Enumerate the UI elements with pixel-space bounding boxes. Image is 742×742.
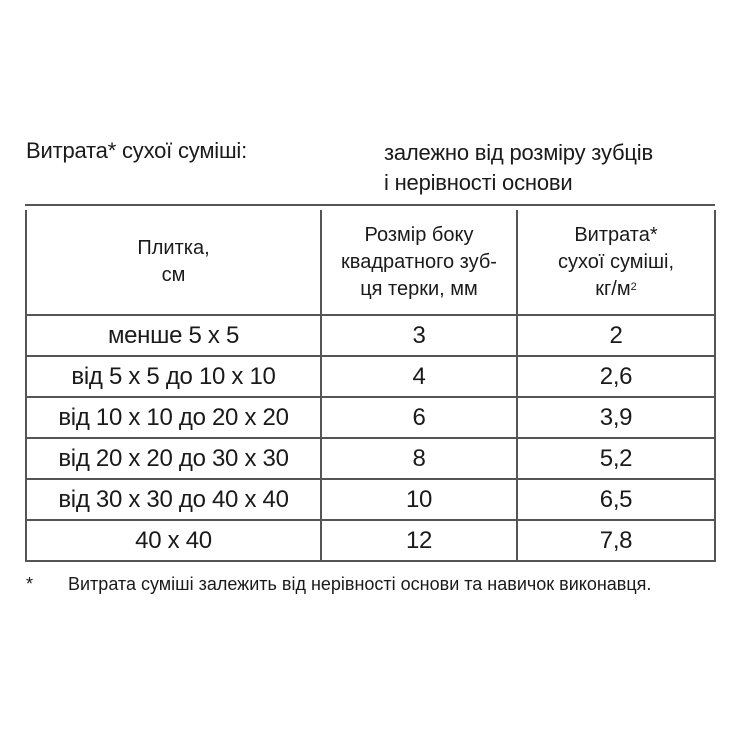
cell-tile: 40 x 40 (26, 520, 321, 561)
cell-tile: від 10 x 10 до 20 x 20 (26, 397, 321, 438)
table-row (26, 397, 715, 438)
cell-tooth: 10 (321, 479, 517, 520)
table-row (26, 520, 715, 561)
cell-consumption: 5,2 (517, 438, 715, 479)
heading-dependency (384, 138, 653, 198)
top-rule-divider (25, 204, 715, 206)
header-consumption: Витрата* сухої суміші, $кг/м^2$ (517, 210, 715, 315)
cell-tooth: 6 (321, 397, 517, 438)
cell-tile: менше 5 x 5 (26, 315, 321, 356)
heading-dependency-line1: залежно від розміру зубців (384, 140, 653, 165)
cell-tile: від 20 x 20 до 30 x 30 (26, 438, 321, 479)
table-row (26, 356, 715, 397)
cell-consumption: 7,8 (517, 520, 715, 561)
footnote (26, 574, 651, 595)
cell-consumption: 2 (517, 315, 715, 356)
table-row (26, 438, 715, 479)
cell-consumption: 3,9 (517, 397, 715, 438)
footnote-text: Витрата суміші залежить від нерівності основи та навичок виконавця. (68, 574, 652, 594)
cell-consumption: 6,5 (517, 479, 715, 520)
cell-tooth: 4 (321, 356, 517, 397)
header-tooth-size: Розмір боку квадратного зуб- ця терки, мм (321, 210, 517, 315)
table-row (26, 315, 715, 356)
cell-tooth: 12 (321, 520, 517, 561)
cell-tile: від 5 x 5 до 10 x 10 (26, 356, 321, 397)
heading-consumption: Витрата* сухої суміші: (26, 138, 247, 163)
header-tile-size: Плитка, см (26, 210, 321, 315)
cell-tooth: 3 (321, 315, 517, 356)
table-header-row (26, 210, 715, 315)
heading-dependency-line2: і нерівності основи (384, 170, 573, 195)
footnote-marker: * (26, 574, 34, 594)
cell-tooth: 8 (321, 438, 517, 479)
consumption-table (25, 210, 716, 562)
cell-tile: від 30 x 30 до 40 x 40 (26, 479, 321, 520)
table-row (26, 479, 715, 520)
cell-consumption: 2,6 (517, 356, 715, 397)
